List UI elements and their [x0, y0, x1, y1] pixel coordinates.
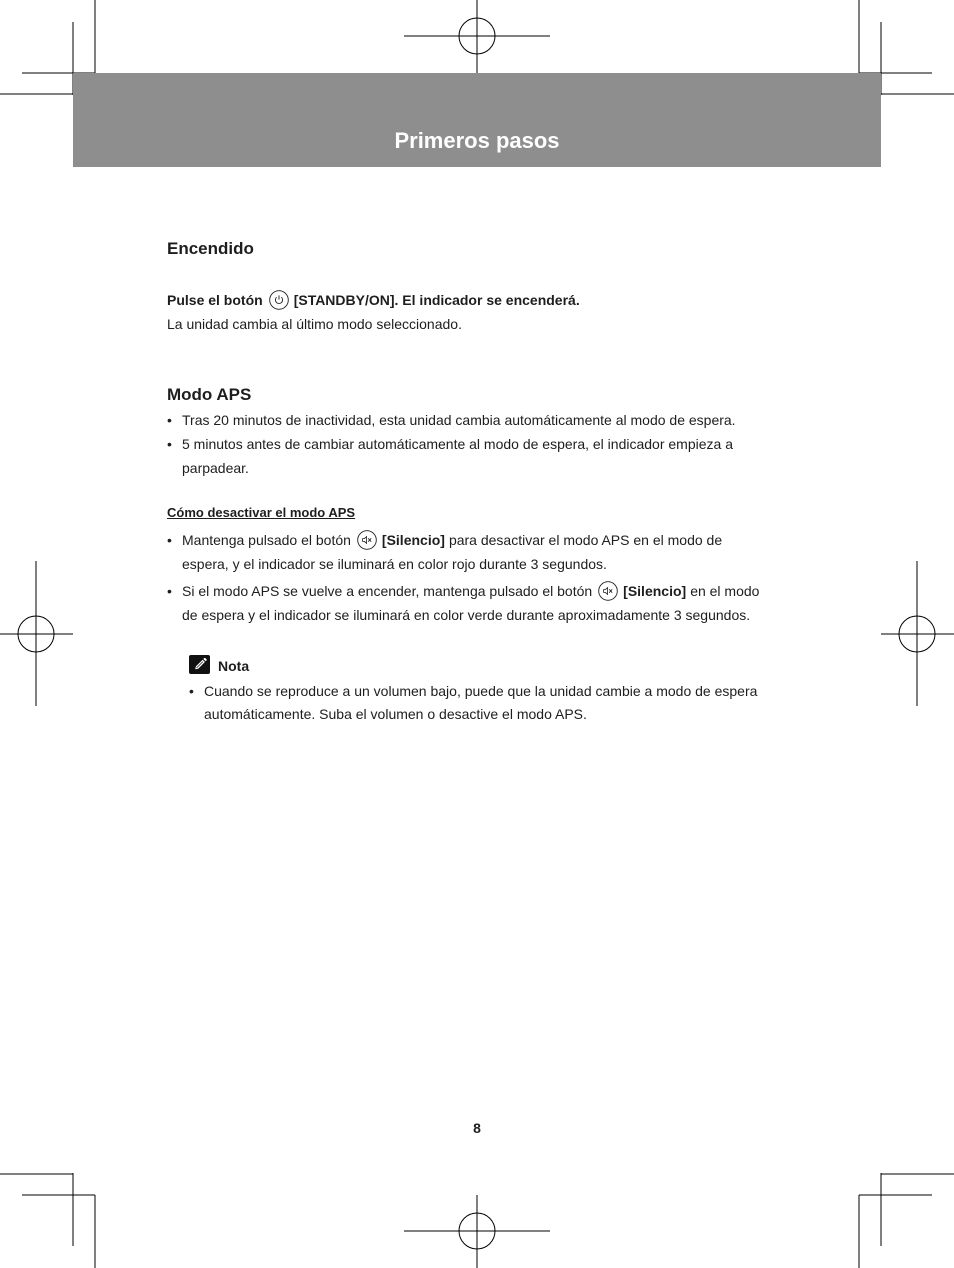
note-bullet: [189, 680, 757, 726]
bullet-marker: •: [167, 436, 172, 452]
aps-bullet-warning: [167, 432, 733, 480]
bullet-marker: •: [189, 683, 194, 699]
bullet-line1: [182, 528, 722, 552]
bullet-line1: [182, 579, 759, 603]
bullet-text-post: en el modo: [690, 583, 760, 599]
registration-mark-top: [404, 0, 550, 73]
bullet-text-post: para desactivar el modo APS en el modo de: [448, 532, 723, 548]
power-instruction-pre: Pulse el botón: [167, 292, 263, 308]
silencio-button-label: [Silencio]: [381, 532, 445, 548]
bullet-line2: de espera y el indicador se iluminará en color verde durante aproximadamente 3 segundos.: [182, 607, 751, 623]
bullet-text: Tras 20 minutos de inactividad, esta unidad cambia automáticamente al modo de espera.: [182, 412, 736, 428]
bullet-marker: •: [167, 583, 172, 599]
bullet-text-line2: automáticamente. Suba el volumen o desactive el modo APS.: [204, 706, 587, 722]
heading-modo-aps: Modo APS: [167, 385, 252, 404]
power-instruction-post: [STANDBY/ON]. El indicador se encenderá.: [293, 292, 580, 308]
bullet-text-line2: parpadear.: [182, 460, 249, 476]
power-result-text: La unidad cambia al último modo seleccionado.: [167, 316, 462, 332]
pencil-note-icon: [189, 655, 210, 674]
bullet-marker: •: [167, 412, 172, 428]
heading-encendido: Encendido: [167, 239, 254, 258]
registration-mark-right: [881, 561, 954, 706]
aps-bullet-inactivity: [167, 408, 736, 432]
mute-icon: [357, 530, 377, 550]
bullet-line2: espera, y el indicador se iluminará en color rojo durante 3 segundos.: [182, 556, 607, 572]
power-instruction: [167, 288, 580, 312]
crop-mark-bottom-right: [859, 1173, 954, 1268]
bullet-text-line1: Cuando se reproduce a un volumen bajo, puede que la unidad cambie a modo de espera: [204, 683, 758, 699]
registration-mark-bottom: [404, 1195, 550, 1268]
section-title: Primeros pasos: [394, 128, 560, 153]
note-label: Nota: [218, 658, 250, 674]
bullet-text-pre: Mantenga pulsado el botón: [182, 532, 351, 548]
subheading-disable-aps: Cómo desactivar el modo APS: [167, 505, 356, 520]
enable-aps-bullet: [167, 579, 759, 627]
silencio-button-label: [Silencio]: [623, 583, 687, 599]
bullet-text-pre: Si el modo APS se vuelve a encender, mantenga pulsado el botón: [182, 583, 593, 599]
registration-mark-left: [0, 561, 73, 706]
mute-icon: [598, 581, 618, 601]
bullet-marker: •: [167, 532, 172, 548]
section-header-band: [73, 73, 881, 167]
crop-mark-bottom-left: [0, 1173, 95, 1268]
disable-aps-bullet: [167, 528, 722, 576]
page-number: 8: [473, 1120, 481, 1136]
power-icon: [269, 290, 289, 310]
bullet-text-line1: 5 minutos antes de cambiar automáticamente al modo de espera, el indicador empieza a: [182, 436, 733, 452]
